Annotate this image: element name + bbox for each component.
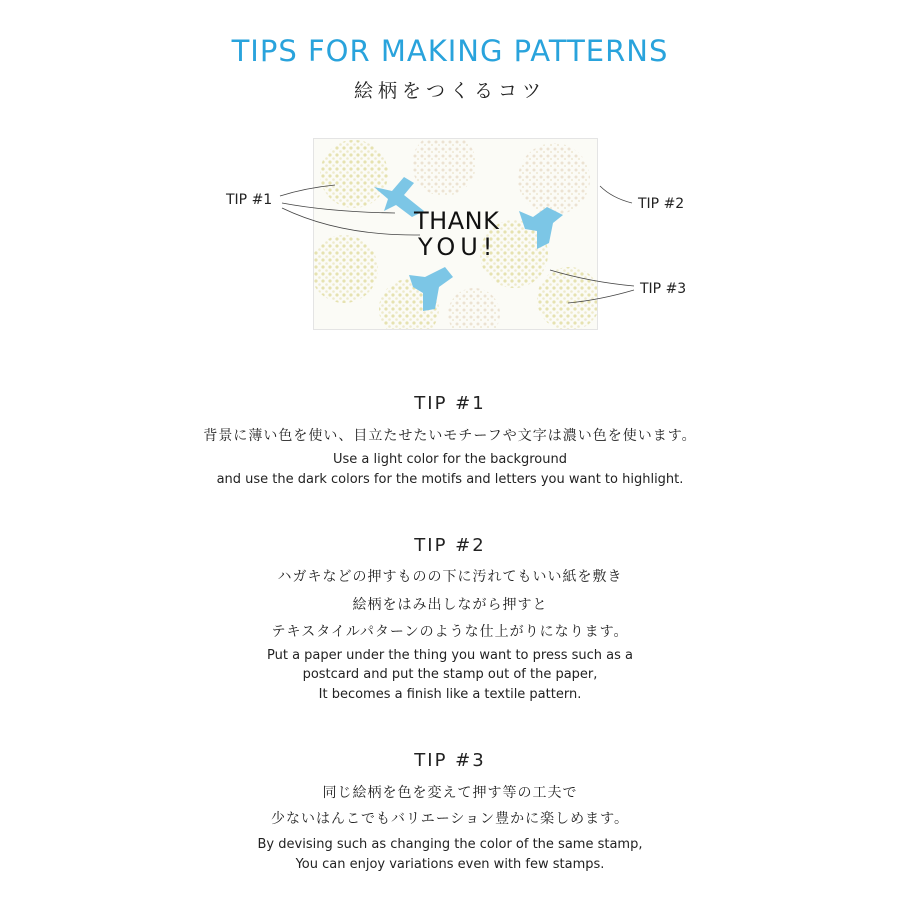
tip2-en-line: Put a paper under the thing you want to press such as a xyxy=(267,648,633,663)
callout-line-tip1 xyxy=(282,203,395,213)
tip3-heading: TIP #3 xyxy=(414,750,486,771)
tip2-jp-line: テキスタイルパターンのような仕上がりになります。 xyxy=(271,624,629,640)
card-text-thank: THANK xyxy=(414,207,500,235)
tip1-jp-line: 背景に薄い色を使い、目立たせたいモチーフや文字は濃い色を使います。 xyxy=(203,428,697,444)
callout-tip3: TIP #3 xyxy=(640,281,687,297)
tip1-heading: TIP #1 xyxy=(414,393,486,414)
tip2-jp-line: ハガキなどの押すものの下に汚れてもいい紙を敷き xyxy=(277,569,623,585)
tip3-en-line: By devising such as changing the color of the same stamp, xyxy=(257,837,643,852)
callout-tip1: TIP #1 xyxy=(226,192,273,208)
tip3-jp-line: 同じ絵柄を色を変えて押す等の工夫で xyxy=(322,785,578,801)
tip1-en-line: Use a light color for the background xyxy=(333,452,567,467)
page-title: TIPS FOR MAKING PATTERNS xyxy=(231,34,669,68)
tip2-en-line: It becomes a finish like a textile pattern. xyxy=(318,687,582,702)
callout-line-tip2 xyxy=(600,186,632,203)
page-subtitle: 絵柄をつくるコツ xyxy=(353,80,546,102)
tip1-en-line: and use the dark colors for the motifs and letters you want to highlight. xyxy=(216,472,684,487)
tip3-en-line: You can enjoy variations even with few stamps. xyxy=(295,857,605,872)
tip2-jp-line: 絵柄をはみ出しながら押すと xyxy=(352,597,548,613)
card-text-you: YOU! xyxy=(418,233,498,261)
callout-line-tip3 xyxy=(568,290,634,303)
callout-line-tip1 xyxy=(280,185,335,196)
callout-line-tip3 xyxy=(550,270,634,286)
callout-lines xyxy=(0,0,900,360)
callout-tip2: TIP #2 xyxy=(638,196,685,212)
tip2-heading: TIP #2 xyxy=(414,535,486,556)
tip2-en-line: postcard and put the stamp out of the paper, xyxy=(302,667,598,682)
tip3-jp-line: 少ないはんこでもバリエーション豊かに楽しめます。 xyxy=(270,811,630,827)
callout-line-tip1 xyxy=(282,208,420,235)
